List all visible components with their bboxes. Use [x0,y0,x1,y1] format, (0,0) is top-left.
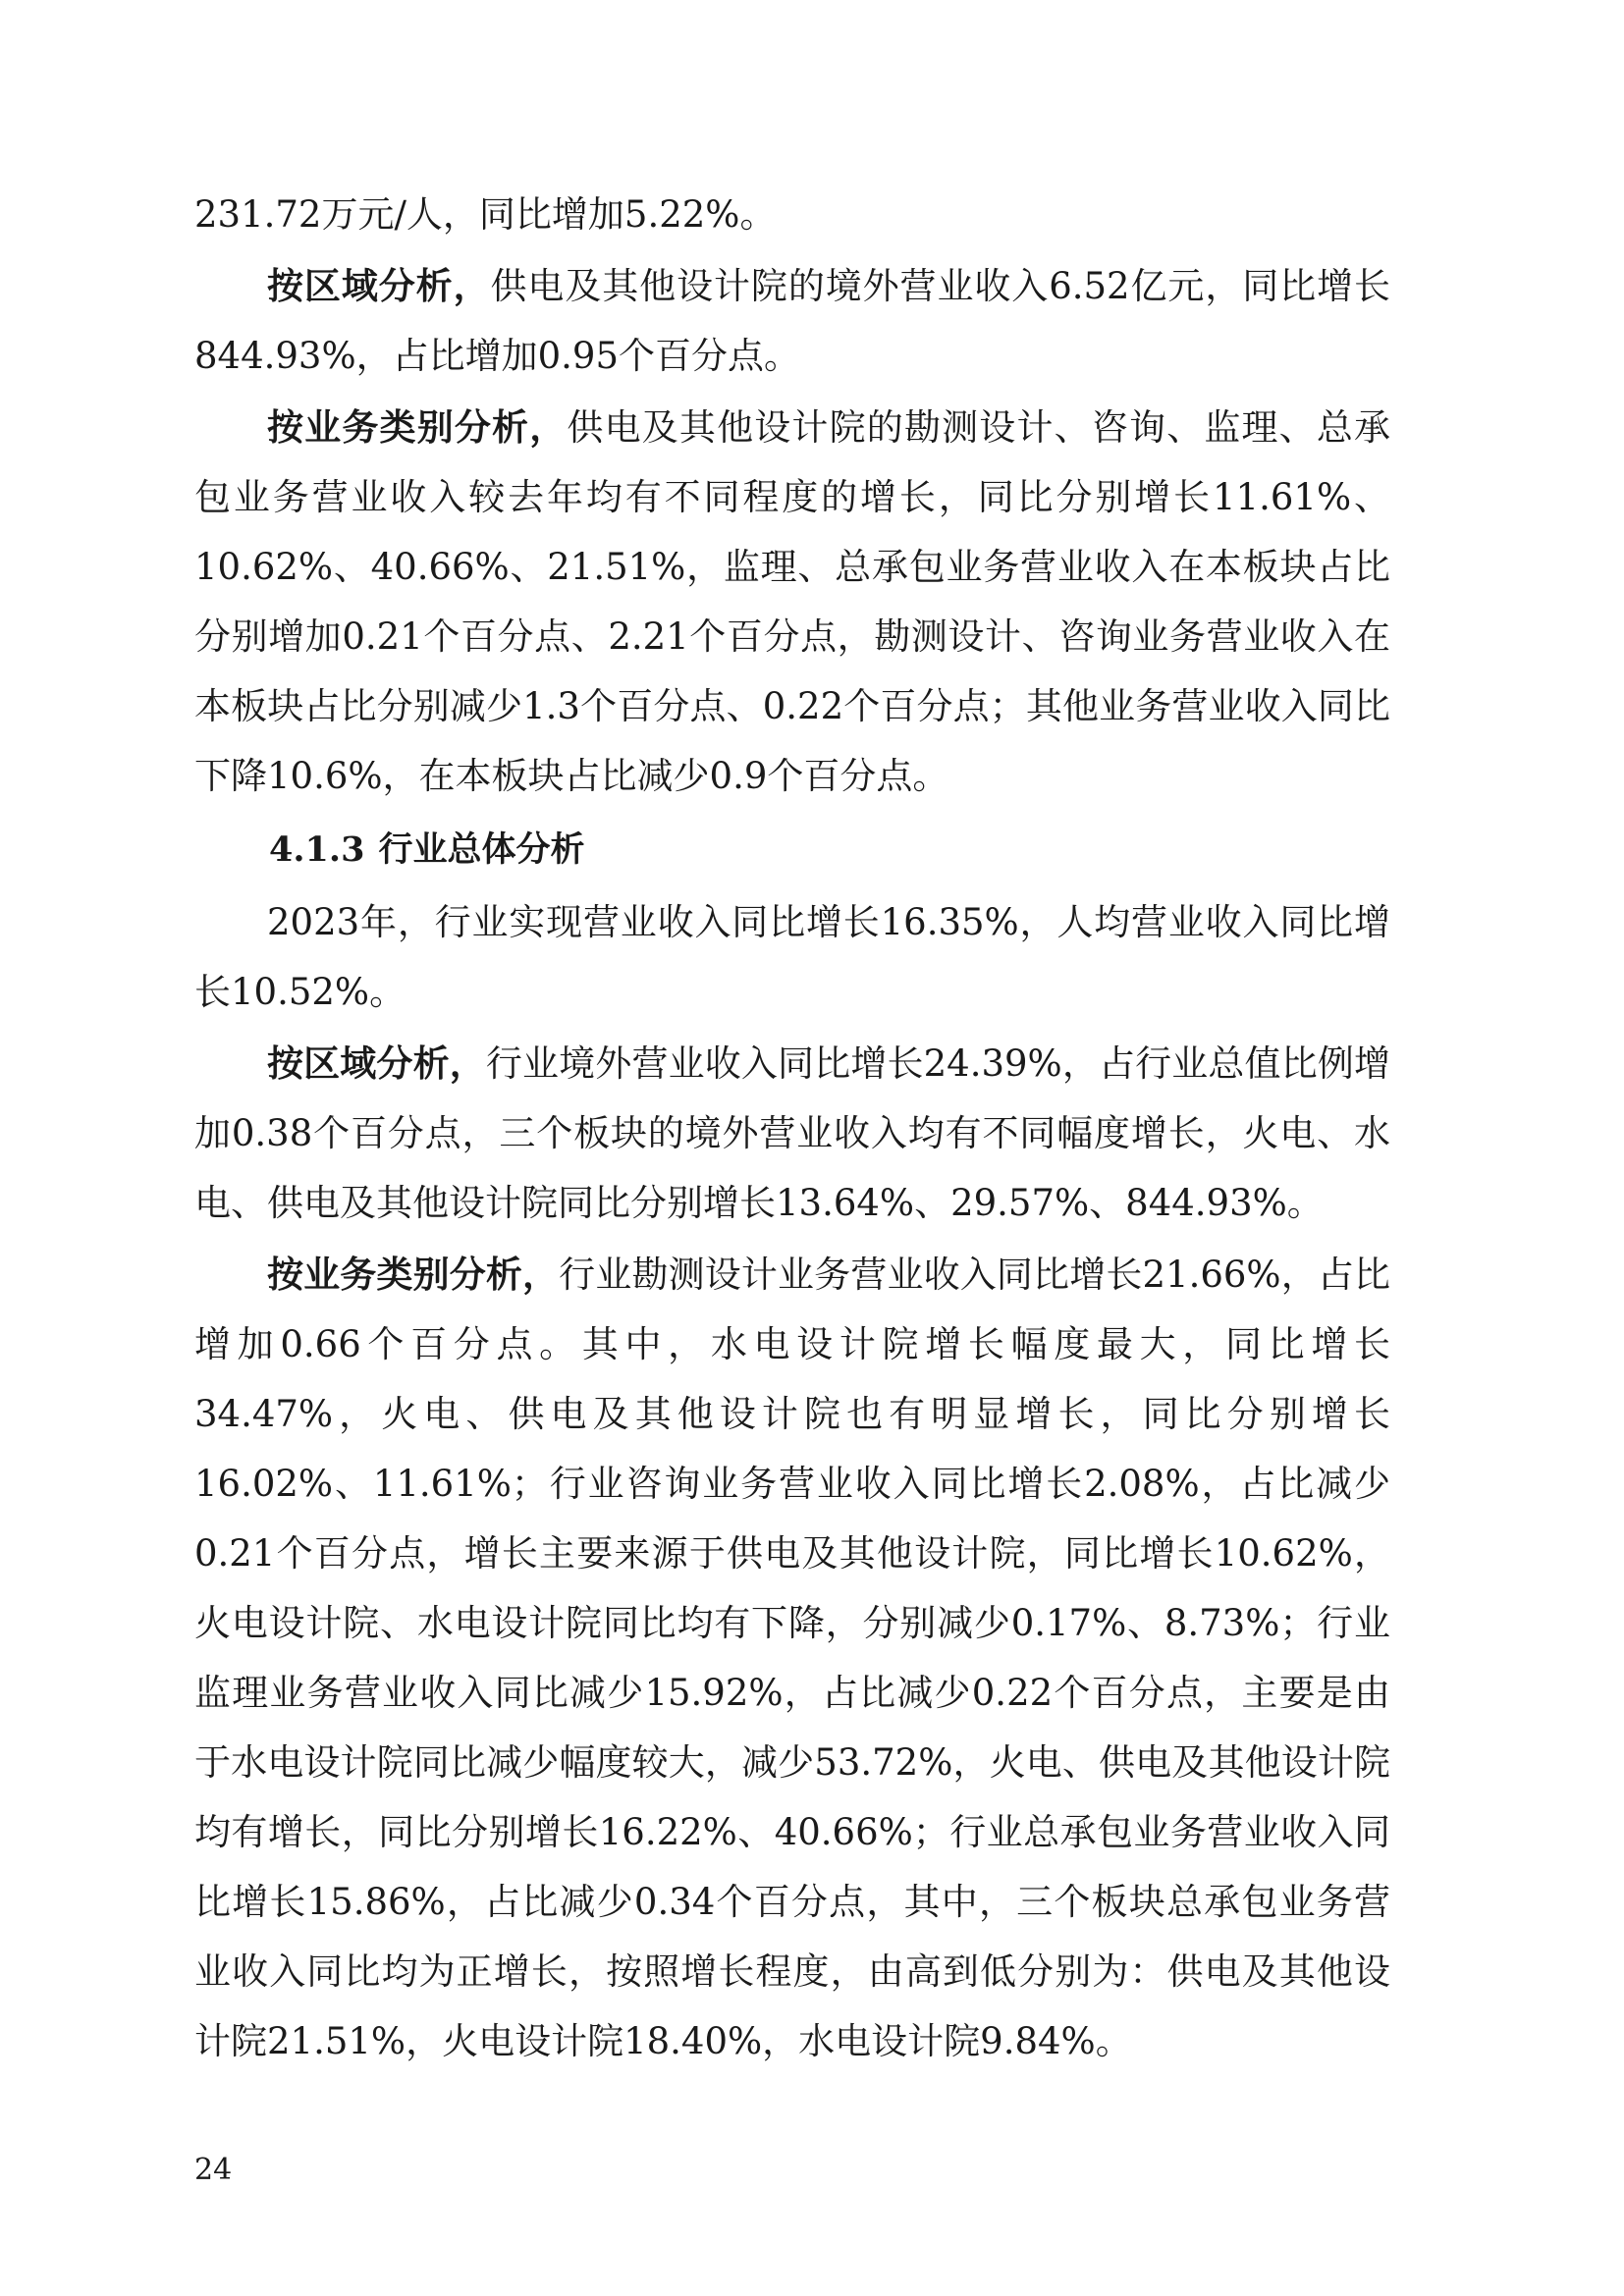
paragraph-lead: 按业务类别分析， [267,406,568,449]
paragraph-industry-overview [194,887,1390,1027]
page-number: 24 [194,2153,233,2187]
paragraph-text: 行业境外营业收入同比增长24.39%，占行业总值比例增加0.38个百分点，三个板块的境外营业收入均有不同幅度增长，火电、水电、供电及其他设计院同比分别增长13.64%、29.57%、844.93%。 [194,1042,1390,1224]
paragraph-text: 供电及其他设计院的境外营业收入6.52亿元，同比增长844.93%，占比增加0.95个百分点。 [194,265,1391,377]
paragraph-lead: 按区域分析， [267,1042,486,1085]
section-number: 4.1.3 [269,829,365,870]
paragraph-lead: 按区域分析， [267,265,491,307]
paragraph-industry-region-analysis [194,1029,1390,1238]
paragraph-industry-business-analysis [194,1240,1390,2076]
paragraph-text: 2023年，行业实现营业收入同比增长16.35%，人均营业收入同比增长10.52%。 [194,901,1390,1013]
paragraph-text: 231.72万元/人，同比增加5.22%。 [194,193,777,236]
paragraph-text: 供电及其他设计院的勘测设计、咨询、监理、总承包业务营业收入较去年均有不同程度的增长，同比分别增长11.61%、10.62%、40.66%、21.51%，监理、总承包业务营业收入在本板块占比分别增加0.21个百分点、2.21个百分点，勘测设计、咨询业务营业收入在本板块占比分别减少1.3个百分点、0.22个百分点；其他业务营业收入同比下降10.6%，在本板块占比减少0.9个百分点。 [194,406,1391,797]
paragraph-business-analysis-design-institutes [194,393,1390,811]
paragraph-lead: 按业务类别分析， [267,1254,560,1296]
paragraph-continuation [194,180,1390,249]
section-heading [194,813,1390,887]
paragraph-text: 行业勘测设计业务营业收入同比增长21.66%，占比增加0.66个百分点。其中，水电设计院增长幅度最大，同比增长34.47%，火电、供电及其他设计院也有明显增长，同比分别增长16.02%、11.61%；行业咨询业务营业收入同比增长2.08%，占比减少0.21个百分点，增长主要来源于供电及其他设计院，同比增长10.62%，火电设计院、水电设计院同比均有下降，分别减少0.17%、8.73%；行业监理业务营业收入同比减少15.92%，占比减少0.22个百分点，主要是由于水电设计院同比减少幅度较大，减少53.72%，火电、供电及其他设计院均有增长，同比分别增长16.22%、40.66%；行业总承包业务营业收入同比增长15.86%，占比减少0.34个百分点，其中，三个板块总承包业务营业收入同比均为正增长，按照增长程度，由高到低分别为：供电及其他设计院21.51%，火电设计院18.40%，水电设计院9.84%。 [194,1254,1391,2062]
page-body [194,180,1390,2078]
paragraph-region-analysis-design-institutes [194,251,1390,391]
section-title: 行业总体分析 [378,830,585,870]
